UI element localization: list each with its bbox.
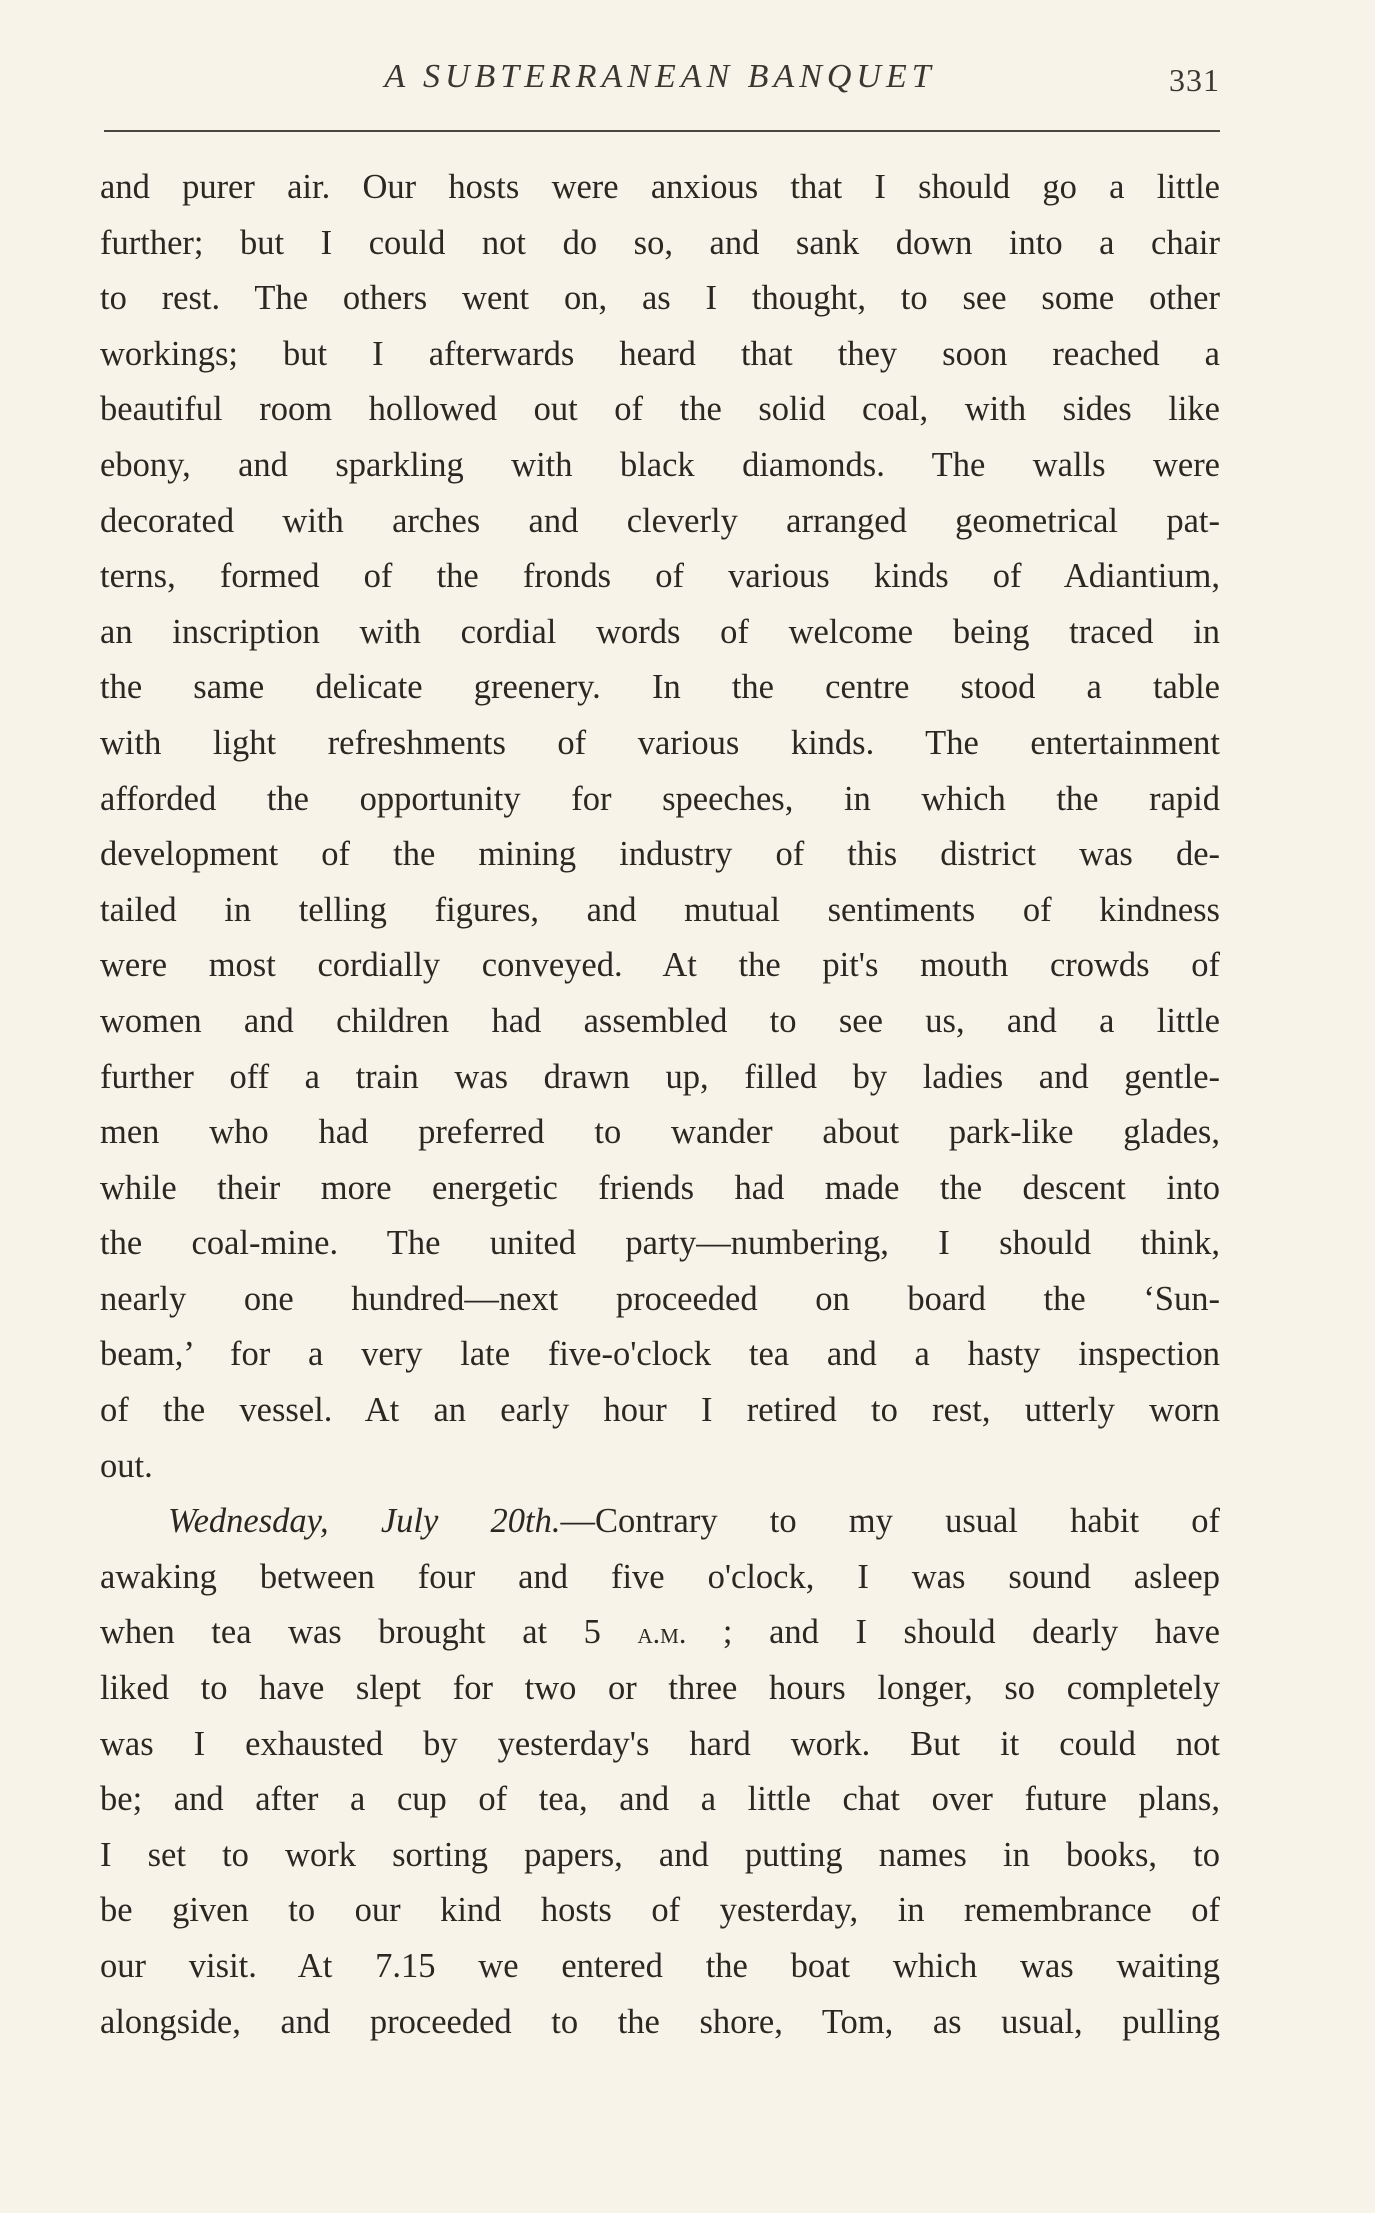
- text-line: ebony, and sparkling with black diamonds. The walls were: [100, 445, 1220, 484]
- text-line: awaking between four and five o'clock, I was sound asleep: [100, 1557, 1220, 1596]
- paragraph-diary-entry: [100, 1494, 1220, 2050]
- text-line: were most cordially conveyed. At the pit's mouth crowds of: [100, 946, 1220, 985]
- text-run: —Contrary to my usual habit of: [560, 1502, 1220, 1541]
- text-line: while their more energetic friends had made the descent into: [100, 1168, 1220, 1207]
- body-text: [100, 160, 1220, 2050]
- text-line: with light refreshments of various kinds. The entertainment: [100, 723, 1220, 762]
- text-line: development of the mining industry of this district was de-: [100, 835, 1220, 874]
- text-line: an inscription with cordial words of welcome being traced in: [100, 612, 1220, 651]
- text-line: men who had preferred to wander about park-like glades,: [100, 1113, 1220, 1152]
- text-line: to rest. The others went on, as I thought, to see some other: [100, 279, 1220, 318]
- text-line: the coal-mine. The united party—numbering, I should think,: [100, 1224, 1220, 1263]
- text-line: women and children had assembled to see us, and a little: [100, 1001, 1220, 1040]
- text-run: when tea was brought at 5: [100, 1613, 638, 1652]
- text-line: workings; but I afterwards heard that they soon reached a: [100, 334, 1220, 373]
- text-line: was I exhausted by yesterday's hard work. But it could not: [100, 1724, 1220, 1763]
- page-number: 331: [1169, 62, 1220, 98]
- text-line: beam,’ for a very late five-o'clock tea and a hasty inspection: [100, 1335, 1220, 1374]
- text-line: and purer air. Our hosts were anxious that I should go a little: [100, 168, 1220, 206]
- text-line: out.: [100, 1446, 153, 1485]
- text-line: further; but I could not do so, and sank down into a chair: [100, 223, 1220, 262]
- header-rule: [104, 130, 1220, 132]
- text-line: of the vessel. At an early hour I retired to rest, utterly worn: [100, 1391, 1220, 1430]
- text-line: [100, 1605, 1220, 1661]
- text-line: alongside, and proceeded to the shore, Tom, as usual, pulling: [100, 2002, 1220, 2041]
- text-line: afforded the opportunity for speeches, in which the rapid: [100, 779, 1220, 818]
- text-line: beautiful room hollowed out of the solid coal, with sides like: [100, 390, 1220, 429]
- text-line: terns, formed of the fronds of various kinds of Adiantium,: [100, 557, 1220, 596]
- chapter-title: A SUBTERRANEAN BANQUET: [384, 58, 936, 95]
- text-line: liked to have slept for two or three hours longer, so completely: [100, 1669, 1220, 1708]
- paragraph-continued: [100, 160, 1220, 1494]
- diary-date: Wednesday, July 20th.: [168, 1502, 561, 1541]
- text-run: ; and I should dearly have: [686, 1613, 1220, 1652]
- text-line: be; and after a cup of tea, and a little chat over future plans,: [100, 1780, 1220, 1819]
- text-line: further off a train was drawn up, filled by ladies and gentle-: [100, 1057, 1220, 1096]
- text-line: be given to our kind hosts of yesterday, in remembrance of: [100, 1891, 1220, 1930]
- text-line: [100, 1494, 1220, 1550]
- text-line: nearly one hundred—next proceeded on board the ‘Sun-: [100, 1279, 1220, 1318]
- text-line: the same delicate greenery. In the centre stood a table: [100, 668, 1220, 707]
- time-abbreviation: a.m.: [637, 1617, 687, 1651]
- running-head: [100, 58, 1220, 108]
- text-line: decorated with arches and cleverly arranged geometrical pat-: [100, 501, 1220, 540]
- text-line: I set to work sorting papers, and putting names in books, to: [100, 1835, 1220, 1874]
- text-line: our visit. At 7.15 we entered the boat which was waiting: [100, 1947, 1220, 1985]
- text-line: tailed in telling figures, and mutual sentiments of kindness: [100, 890, 1220, 929]
